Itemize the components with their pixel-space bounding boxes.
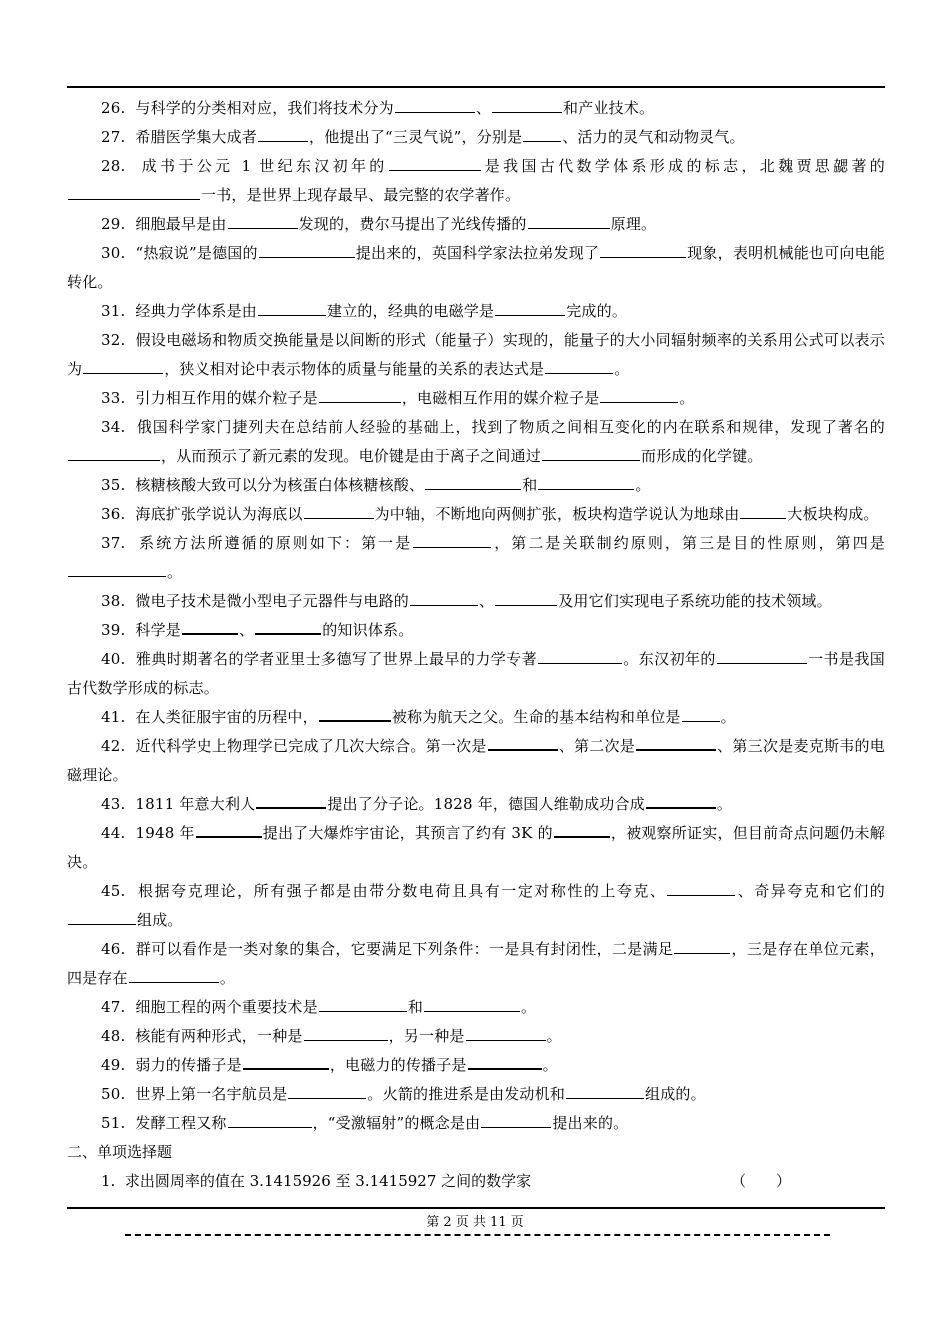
answer-blank[interactable] xyxy=(424,995,520,1012)
question-text: 的知识体系。 xyxy=(322,621,414,639)
question-33 xyxy=(67,384,885,413)
question-text: 。火箭的推进系是由发动机和 xyxy=(367,1085,566,1103)
question-text: 提出来的。 xyxy=(552,1114,629,1132)
question-36 xyxy=(67,500,885,529)
answer-blank[interactable] xyxy=(389,154,481,171)
question-number: 30. xyxy=(101,244,126,262)
question-32 xyxy=(67,326,885,384)
question-text: 微电子技术是微小型电子元器件与电路的 xyxy=(135,592,410,610)
question-39 xyxy=(67,616,885,645)
question-text: “热寂说”是德国的 xyxy=(135,244,258,262)
question-text: 。 xyxy=(635,476,651,494)
question-text: 海底扩张学说认为海底以 xyxy=(135,505,303,523)
answer-blank[interactable] xyxy=(528,212,610,229)
question-text: 、第二次是 xyxy=(558,737,636,755)
question-number: 32. xyxy=(101,331,126,349)
answer-blank[interactable] xyxy=(538,473,634,490)
question-text: 发现的，费尔马提出了光线传播的 xyxy=(298,215,527,233)
question-41 xyxy=(67,703,885,732)
question-number: 37. xyxy=(101,534,126,552)
choice-text: 求出圆周率的值在 3.1415926 至 3.1415927 之间的数学家 xyxy=(124,1172,532,1190)
answer-blank[interactable] xyxy=(259,241,355,258)
choice-number: 1. xyxy=(101,1172,116,1190)
question-42 xyxy=(67,732,885,790)
answer-blank[interactable] xyxy=(667,879,735,896)
question-text: 科学是 xyxy=(135,621,182,639)
answer-blank[interactable] xyxy=(425,473,521,490)
question-text: 原理。 xyxy=(610,215,657,233)
question-text: 和 xyxy=(407,998,424,1016)
question-31 xyxy=(67,297,885,326)
question-text: 核能有两种形式，一种是 xyxy=(135,1027,303,1045)
question-text: 细胞工程的两个重要技术是 xyxy=(135,998,318,1016)
answer-blank[interactable] xyxy=(468,1052,542,1070)
question-38 xyxy=(67,587,885,616)
question-number: 35. xyxy=(101,476,126,494)
question-28 xyxy=(67,152,885,210)
question-text: ，“受激辐射”的概念是由 xyxy=(312,1114,481,1132)
answer-blank[interactable] xyxy=(228,1111,312,1128)
question-text: 系统方法所遵循的原则如下：第一是 xyxy=(139,534,413,552)
question-text: 在人类征服宇宙的历程中， xyxy=(135,708,318,726)
answer-blank[interactable] xyxy=(319,386,401,403)
question-text: 。 xyxy=(542,1056,558,1074)
question-text: 弱力的传播子是 xyxy=(135,1056,242,1074)
question-number: 27. xyxy=(101,128,126,146)
question-number: 46. xyxy=(101,940,126,958)
question-text: 提出了大爆炸宇宙论，其预言了约有 3K 的 xyxy=(262,824,553,842)
answer-blank[interactable] xyxy=(258,299,326,316)
answer-blank[interactable] xyxy=(538,647,622,664)
answer-blank[interactable] xyxy=(395,96,475,113)
question-text: 、 xyxy=(239,621,255,639)
question-40 xyxy=(67,645,885,703)
answer-blank[interactable] xyxy=(466,1024,546,1041)
question-text: 是我国古代数学体系形成的标志，北魏贾思勰著的 xyxy=(481,157,886,175)
question-text: 大板块构成。 xyxy=(787,505,879,523)
question-text: 。东汉初年的 xyxy=(623,650,716,668)
answer-blank[interactable] xyxy=(566,1082,644,1099)
answer-blank[interactable] xyxy=(717,647,807,664)
question-text: 。 xyxy=(521,998,537,1016)
question-43 xyxy=(67,790,885,819)
question-text: 细胞最早是由 xyxy=(135,215,227,233)
answer-blank[interactable] xyxy=(674,937,730,954)
question-text: 。 xyxy=(614,360,630,378)
question-number: 50. xyxy=(101,1085,126,1103)
question-text: ，三是存在单位元素，四是存在 xyxy=(67,940,885,987)
question-text: 和 xyxy=(522,476,538,494)
question-text: ，第二是关联制约原则，第三是目的性原则，第四是 xyxy=(492,534,886,552)
answer-blank[interactable] xyxy=(600,386,678,403)
question-text: 组成。 xyxy=(137,911,183,929)
answer-blank[interactable] xyxy=(68,908,136,925)
question-number: 26. xyxy=(101,99,126,117)
answer-blank[interactable] xyxy=(83,357,163,374)
question-number: 51. xyxy=(101,1114,126,1132)
answer-blank[interactable] xyxy=(410,589,478,606)
question-text: 近代科学史上物理学已完成了几次大综合。第一次是 xyxy=(135,737,487,755)
question-text: 1811 年意大利人 xyxy=(135,795,256,813)
answer-blank[interactable] xyxy=(319,704,391,722)
fill-in-questions xyxy=(67,94,885,1138)
question-51 xyxy=(67,1109,885,1138)
question-text: 、奇异夸克和它们的 xyxy=(736,882,885,900)
answer-blank[interactable] xyxy=(636,733,716,751)
question-text: 一书是我国古代数学形成的标志。 xyxy=(67,650,886,697)
question-27 xyxy=(67,123,885,152)
answer-blank[interactable] xyxy=(545,357,613,374)
answer-blank[interactable] xyxy=(554,820,610,838)
answer-blank[interactable] xyxy=(542,444,640,461)
question-text: ，狭义相对论中表示物体的质量与能量的关系的表达式是 xyxy=(164,360,545,378)
answer-blank[interactable] xyxy=(646,791,716,809)
answer-blank[interactable] xyxy=(256,791,326,809)
answer-blank[interactable] xyxy=(68,560,166,577)
question-text: 为中轴，不断地向两侧扩张，板块构造学说认为地球由 xyxy=(374,505,740,523)
question-number: 48. xyxy=(101,1027,126,1045)
header-rule xyxy=(67,86,885,88)
question-48 xyxy=(67,1022,885,1051)
question-text: 、 xyxy=(475,99,492,117)
question-text: 根据夸克理论，所有强子都是由带分数电荷且具有一定对称性的上夸克、 xyxy=(138,882,667,900)
question-text: 1948 年 xyxy=(135,824,195,842)
question-number: 31. xyxy=(101,302,126,320)
question-35 xyxy=(67,471,885,500)
question-text: 一书，是世界上现存最早、最完整的农学著作。 xyxy=(201,186,521,204)
question-text: ，被观察所证实，但目前奇点问题仍未解决。 xyxy=(67,824,885,871)
question-text: 。 xyxy=(720,708,736,726)
question-number: 36. xyxy=(101,505,126,523)
footer-rule xyxy=(67,1207,885,1209)
question-text: 引力相互作用的媒介粒子是 xyxy=(135,389,318,407)
answer-blank[interactable] xyxy=(413,531,491,548)
question-30 xyxy=(67,239,885,297)
question-text: 核糖核酸大致可以分为核蛋白体核糖核酸、 xyxy=(135,476,425,494)
question-number: 39. xyxy=(101,621,126,639)
dashed-cut-line xyxy=(125,1234,830,1236)
answer-blank[interactable] xyxy=(243,1052,329,1070)
answer-blank[interactable] xyxy=(258,125,308,142)
question-text: 经典力学体系是由 xyxy=(135,302,258,320)
question-text: 世界上第一名宇航员是 xyxy=(135,1085,288,1103)
question-number: 33. xyxy=(101,389,126,407)
question-text: ，另一种是 xyxy=(388,1027,465,1045)
question-text: 而形成的化学键。 xyxy=(641,447,763,465)
question-text: 假设电磁场和物质交换能量是以间断的形式（能量子）实现的，能量子的大小同辐射频率的关系用公式可以表示为 xyxy=(67,331,886,378)
answer-blank[interactable] xyxy=(68,444,160,461)
answer-blank[interactable] xyxy=(304,1024,388,1041)
answer-blank[interactable] xyxy=(319,995,407,1012)
question-34 xyxy=(67,413,885,471)
question-number: 38. xyxy=(101,592,126,610)
question-text: 完成的。 xyxy=(566,302,628,320)
answer-parentheses: （ ） xyxy=(731,1172,792,1190)
section-title: 二、单项选择题 xyxy=(67,1143,173,1161)
answer-blank[interactable] xyxy=(182,617,238,635)
question-text: 组成的。 xyxy=(645,1085,706,1103)
question-text: 与科学的分类相对应，我们将技术分为 xyxy=(135,99,394,117)
question-text: 提出了分子论。1828 年，德国人维勒成功合成 xyxy=(327,795,645,813)
answer-blank[interactable] xyxy=(492,96,562,113)
answer-blank[interactable] xyxy=(488,733,558,751)
question-50 xyxy=(67,1080,885,1109)
answer-blank[interactable] xyxy=(304,502,374,519)
question-text: 被称为航天之父。生命的基本结构和单位是 xyxy=(391,708,681,726)
answer-blank[interactable] xyxy=(740,502,786,519)
question-text: 现象，表明机械能也可向电能转化。 xyxy=(67,244,885,291)
answer-blank[interactable] xyxy=(682,705,720,722)
page-content xyxy=(67,94,885,1196)
question-text: ，电磁相互作用的媒介粒子是 xyxy=(401,389,600,407)
answer-blank[interactable] xyxy=(68,183,200,200)
question-text: 提出来的，英国科学家法拉弟发现了 xyxy=(355,244,600,262)
page-number: 第 2 页 共 11 页 xyxy=(426,1215,524,1230)
answer-blank[interactable] xyxy=(196,820,262,838)
question-text: ，从而预示了新元素的发现。电价键是由于离子之间通过 xyxy=(161,447,542,465)
answer-blank[interactable] xyxy=(495,299,565,316)
question-46 xyxy=(67,935,885,993)
choice-question xyxy=(67,1167,885,1196)
answer-blank[interactable] xyxy=(288,1082,366,1099)
question-49 xyxy=(67,1051,885,1080)
question-37 xyxy=(67,529,885,587)
question-26 xyxy=(67,94,885,123)
question-number: 28. xyxy=(101,157,126,175)
question-number: 29. xyxy=(101,215,126,233)
question-text: 希腊医学集大成者 xyxy=(135,128,258,146)
question-29 xyxy=(67,210,885,239)
answer-blank[interactable] xyxy=(255,617,321,635)
answer-blank[interactable] xyxy=(523,125,561,142)
question-text: ，他提出了“三灵气说”，分别是 xyxy=(309,128,523,146)
question-text: 。 xyxy=(546,1027,562,1045)
question-number: 40. xyxy=(101,650,126,668)
question-number: 44. xyxy=(101,824,126,842)
question-45 xyxy=(67,877,885,935)
answer-blank[interactable] xyxy=(600,241,686,258)
question-text: ，电磁力的传播子是 xyxy=(329,1056,467,1074)
question-number: 43. xyxy=(101,795,126,813)
question-number: 34. xyxy=(101,418,126,436)
question-text: 。 xyxy=(716,795,733,813)
question-number: 42. xyxy=(101,737,126,755)
question-text: 及用它们实现电子系统功能的技术领域。 xyxy=(558,592,832,610)
question-44 xyxy=(67,819,885,877)
question-number: 49. xyxy=(101,1056,126,1074)
question-text: 雅典时期著名的学者亚里士多德写了世界上最早的力学专著 xyxy=(135,650,538,668)
question-text: 俄国科学家门捷列夫在总结前人经验的基础上，找到了物质之间相互变化的内在联系和规律，发现了著名的 xyxy=(136,418,886,436)
question-number: 45. xyxy=(101,882,126,900)
question-text: 、第三次是麦克斯韦的电磁理论。 xyxy=(67,737,886,784)
answer-blank[interactable] xyxy=(481,1111,551,1128)
question-text: 、 xyxy=(479,592,495,610)
question-text: 群可以看作是一类对象的集合，它要满足下列条件：一是具有封闭性，二是满足 xyxy=(135,940,674,958)
question-text: 。 xyxy=(167,563,183,581)
answer-blank[interactable] xyxy=(228,212,298,229)
question-number: 47. xyxy=(101,998,126,1016)
question-text: 发酵工程又称 xyxy=(135,1114,227,1132)
question-text: 成书于公元 1 世纪东汉初年的 xyxy=(141,157,388,175)
question-text: 。 xyxy=(219,969,236,987)
question-text: 和产业技术。 xyxy=(563,99,655,117)
question-text: 建立的，经典的电磁学是 xyxy=(327,302,495,320)
question-47 xyxy=(67,993,885,1022)
answer-blank[interactable] xyxy=(129,966,219,983)
answer-blank[interactable] xyxy=(495,589,557,606)
question-text: 。 xyxy=(679,389,695,407)
question-text: 、活力的灵气和动物灵气。 xyxy=(562,128,745,146)
question-number: 41. xyxy=(101,708,126,726)
